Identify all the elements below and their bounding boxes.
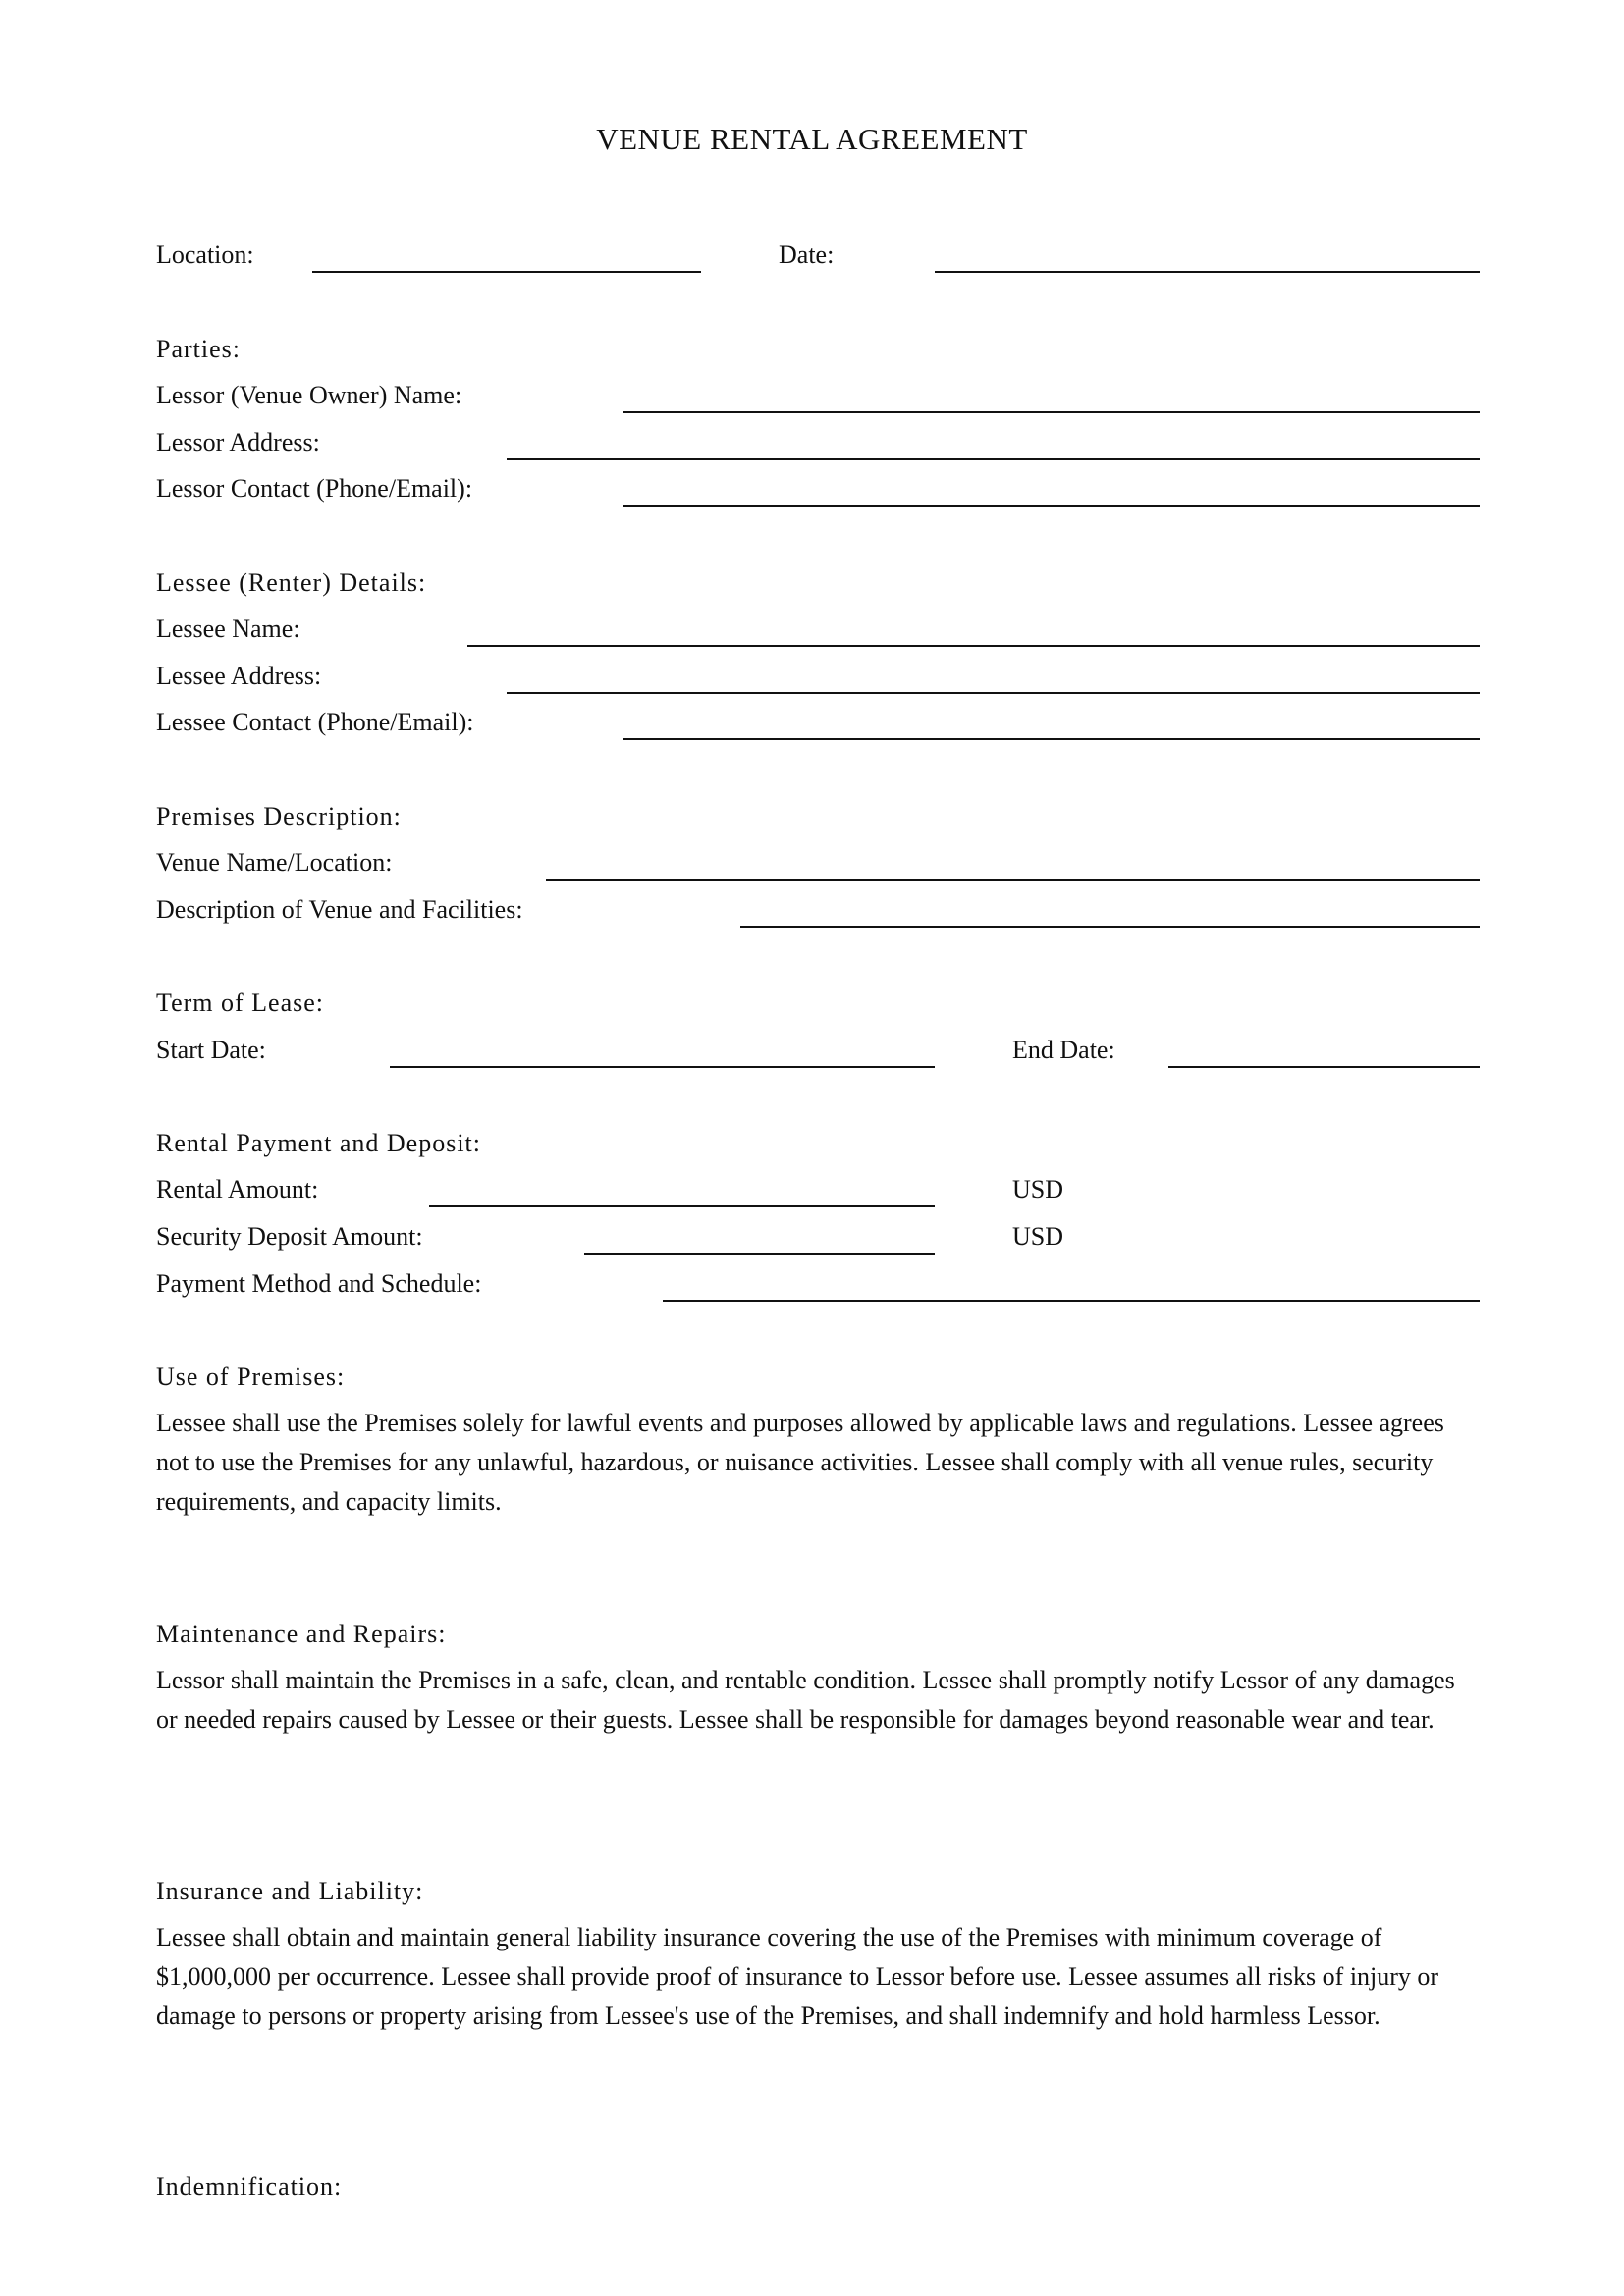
lessee-name-label: Lessee Name: [156, 614, 300, 643]
rental-amount-field[interactable] [429, 1205, 935, 1207]
lessee-heading: Lessee (Renter) Details: [156, 568, 427, 597]
lessee-address-label: Lessee Address: [156, 662, 322, 690]
premises-heading: Premises Description: [156, 802, 402, 830]
deposit-currency: USD [1012, 1222, 1064, 1251]
venue-description-field[interactable] [740, 926, 1480, 928]
lessee-contact-field[interactable] [623, 738, 1480, 740]
venue-name-field[interactable] [546, 879, 1480, 881]
payment-method-label: Payment Method and Schedule: [156, 1269, 482, 1298]
insurance-heading: Insurance and Liability: [156, 1877, 424, 1905]
maintenance-heading: Maintenance and Repairs: [156, 1620, 447, 1648]
rental-currency: USD [1012, 1175, 1064, 1203]
insurance-paragraph: Lessee shall obtain and maintain general liability insurance covering the use of the Premises with minimum coverage of $1,000,000 per occurrence. Lessee shall provide proof of insurance to Lessor before use. Lessee assumes all risks of injury or damage to persons or property arising from Lessee's use of the Premises, and shall indemnify and hold harmless Lessor. [156, 1923, 1439, 2030]
location-label: Location: [156, 240, 254, 269]
lessee-address-field[interactable] [507, 692, 1480, 694]
date-field[interactable] [935, 271, 1480, 273]
maintenance-paragraph: Lessor shall maintain the Premises in a safe, clean, and rentable condition. Lessee shall promptly notify Lessor of any damages or needed repairs caused by Lessee or their guests. Lessee shall be responsible for damages beyond reasonable wear and tear. [156, 1666, 1455, 1734]
lessor-name-field[interactable] [623, 411, 1480, 413]
lessee-name-field[interactable] [467, 645, 1480, 647]
use-heading: Use of Premises: [156, 1362, 346, 1391]
start-date-label: Start Date: [156, 1036, 266, 1064]
indemnification-heading: Indemnification: [156, 2172, 343, 2201]
lessee-contact-label: Lessee Contact (Phone/Email): [156, 708, 474, 736]
lessor-name-label: Lessor (Venue Owner) Name: [156, 381, 462, 409]
lessor-contact-field[interactable] [623, 505, 1480, 507]
lessor-address-field[interactable] [507, 458, 1480, 460]
payment-heading: Rental Payment and Deposit: [156, 1129, 482, 1157]
rental-amount-label: Rental Amount: [156, 1175, 319, 1203]
end-date-label: End Date: [1012, 1036, 1115, 1064]
location-field[interactable] [312, 271, 701, 273]
lessor-address-label: Lessor Address: [156, 428, 320, 456]
term-heading: Term of Lease: [156, 988, 324, 1017]
document-title: VENUE RENTAL AGREEMENT [596, 122, 1028, 156]
use-paragraph: Lessee shall use the Premises solely for lawful events and purposes allowed by applicable laws and regulations. Lessee agrees not to use the Premises for any unlawful, hazardous, or nuisance activities. Lessee shall comply with all venue rules, security requirements, and capacity limits. [156, 1409, 1444, 1516]
date-label: Date: [779, 240, 835, 269]
deposit-amount-field[interactable] [584, 1253, 935, 1255]
lessor-contact-label: Lessor Contact (Phone/Email): [156, 474, 473, 503]
deposit-amount-label: Security Deposit Amount: [156, 1222, 423, 1251]
venue-description-label: Description of Venue and Facilities: [156, 895, 523, 924]
start-date-field[interactable] [390, 1066, 935, 1068]
payment-method-field[interactable] [663, 1300, 1480, 1302]
parties-heading: Parties: [156, 335, 241, 363]
end-date-field[interactable] [1168, 1066, 1480, 1068]
venue-name-label: Venue Name/Location: [156, 848, 393, 877]
